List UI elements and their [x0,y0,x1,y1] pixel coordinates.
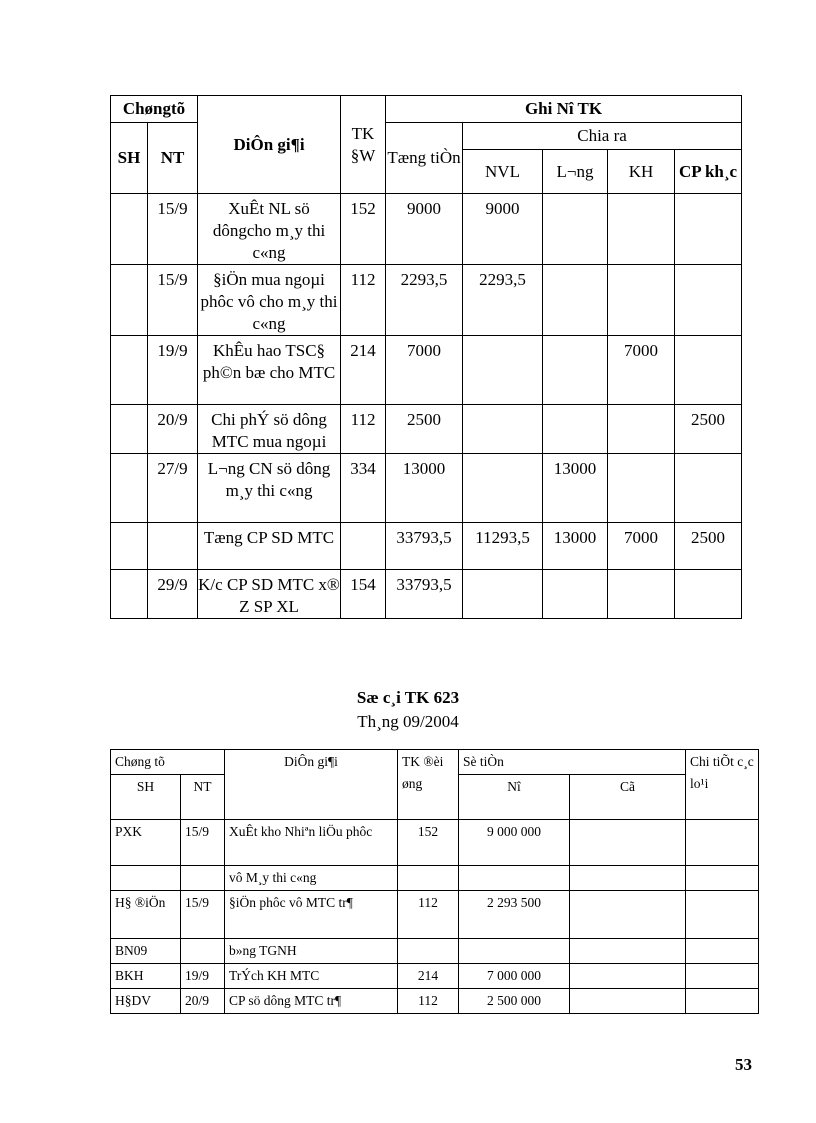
cell-desc: L¬ng CN sö dông m¸y thi c«ng [198,454,341,523]
cell-no: 2 293 500 [459,891,570,939]
cell-kh [608,570,675,619]
cell-tk: 112 [398,891,459,939]
cell-tk [398,939,459,964]
cell-tong: 2293,5 [386,265,463,336]
cost-allocation-table [110,95,742,619]
cell-nt [148,523,198,570]
cell-tk: 214 [341,336,386,405]
table-row [111,939,759,964]
table-row [111,570,742,619]
table-row [111,405,742,454]
cell-tk: 112 [341,265,386,336]
page-number: 53 [735,1055,752,1074]
cell-sh [111,866,181,891]
cell-luong [543,405,608,454]
header-cp-khac: CP kh¸c [675,150,742,194]
cell-desc: XuÊt NL sö dôngcho m¸y thi c«ng [198,194,341,265]
cell-co [570,891,686,939]
header-so-tien: Sè tiÒn [459,750,686,775]
table-row-total [111,523,742,570]
cell-cp [675,570,742,619]
cell-desc: Tæng CP SD MTC [198,523,341,570]
header-kh: KH [608,150,675,194]
cell-tk [341,523,386,570]
header-nt: NT [148,123,198,194]
cell-cp: 2500 [675,405,742,454]
cell-desc: b»ng TGNH [225,939,398,964]
cell-sh: H§ ®iÖn [111,891,181,939]
header-tk-du: TK §W [341,96,386,194]
header-tong-tien: Tæng tiÒn [386,123,463,194]
cell-desc: XuÊt kho Nhiªn liÖu phôc [225,820,398,866]
cell-tong: 2500 [386,405,463,454]
ledger-subtitle: Th¸ng 09/2004 [357,712,459,731]
cell-luong: 13000 [543,523,608,570]
cell-co [570,964,686,989]
cell-tk [398,866,459,891]
ledger-title: Sæ c¸i TK 623 [356,688,460,707]
cell-nt: 19/9 [148,336,198,405]
cell-nvl [463,570,543,619]
cell-tk: 152 [398,820,459,866]
cell-desc: vô M¸y thi c«ng [225,866,398,891]
header-nvl: NVL [463,150,543,194]
table-row [111,454,742,523]
header-sh: SH [111,123,148,194]
cell-luong [543,194,608,265]
cell-chi-tiet [686,939,759,964]
cell-tong: 33793,5 [386,523,463,570]
cell-kh [608,454,675,523]
cell-chi-tiet [686,891,759,939]
cell-kh [608,265,675,336]
cell-kh: 7000 [608,336,675,405]
cell-co [570,820,686,866]
cell-sh [111,265,148,336]
cell-tong: 9000 [386,194,463,265]
cell-nt: 20/9 [148,405,198,454]
cell-nt: 15/9 [148,265,198,336]
cell-nvl [463,454,543,523]
cell-sh [111,454,148,523]
cell-chi-tiet [686,820,759,866]
table-row [111,989,759,1014]
cell-cp [675,265,742,336]
cell-nt: 27/9 [148,454,198,523]
header-ghi-no: Ghi Nî TK [386,96,742,123]
cell-chi-tiet [686,964,759,989]
header-chi-tiet: Chi tiÕt c¸c lo¹i [686,750,759,820]
cell-sh [111,336,148,405]
cell-tk: 112 [341,405,386,454]
cell-sh [111,405,148,454]
cell-co [570,939,686,964]
cell-nt [181,866,225,891]
table-row [111,194,742,265]
cell-desc: TrÝch KH MTC [225,964,398,989]
cell-sh: PXK [111,820,181,866]
cell-tong: 7000 [386,336,463,405]
cell-kh: 7000 [608,523,675,570]
table-row [111,964,759,989]
cell-co [570,989,686,1014]
header-nt: NT [181,775,225,820]
cell-no: 2 500 000 [459,989,570,1014]
cell-chi-tiet [686,989,759,1014]
cell-nt: 20/9 [181,989,225,1014]
cell-cp: 2500 [675,523,742,570]
table-row [111,891,759,939]
cell-desc: §iÖn mua ngoµi phôc vô cho m¸y thi c«ng [198,265,341,336]
cell-kh [608,194,675,265]
table-row [111,866,759,891]
cell-tk: 334 [341,454,386,523]
cell-kh [608,405,675,454]
cell-sh [111,570,148,619]
cell-luong [543,265,608,336]
cell-nt: 15/9 [181,891,225,939]
cell-nvl [463,405,543,454]
header-chungtu: Chøng tõ [111,750,225,775]
cell-nvl [463,336,543,405]
cell-luong [543,336,608,405]
table-row [111,265,742,336]
cell-nvl: 2293,5 [463,265,543,336]
cell-sh: BKH [111,964,181,989]
cell-tk: 154 [341,570,386,619]
cell-no [459,939,570,964]
header-luong: L¬ng [543,150,608,194]
cell-tk: 112 [398,989,459,1014]
header-dien-giai: DiÔn gi¶i [198,96,341,194]
cell-no [459,866,570,891]
cell-desc: §iÖn phôc vô MTC tr¶ [225,891,398,939]
cell-co [570,866,686,891]
cell-desc: KhÊu hao TSC§ ph©n bæ cho MTC [198,336,341,405]
header-chungtu: Chøngtõ [111,96,198,123]
cell-tk: 214 [398,964,459,989]
table-row [111,336,742,405]
cell-nt [181,939,225,964]
cell-chi-tiet [686,866,759,891]
table-row [111,820,759,866]
cell-cp [675,454,742,523]
cell-desc: CP sö dông MTC tr¶ [225,989,398,1014]
cell-sh [111,523,148,570]
ledger-table [110,749,759,1014]
header-co: Cã [570,775,686,820]
cell-cp [675,194,742,265]
header-sh: SH [111,775,181,820]
cell-sh [111,194,148,265]
cell-tong: 33793,5 [386,570,463,619]
cell-cp [675,336,742,405]
cell-nt: 15/9 [181,820,225,866]
header-tk-doi-ung: TK ®èi øng [398,750,459,820]
cell-nt: 19/9 [181,964,225,989]
cell-tk: 152 [341,194,386,265]
cell-nvl: 9000 [463,194,543,265]
cell-sh: H§DV [111,989,181,1014]
cell-no: 7 000 000 [459,964,570,989]
cell-luong: 13000 [543,454,608,523]
cell-desc: Chi phÝ sö dông MTC mua ngoµi [198,405,341,454]
cell-nt: 15/9 [148,194,198,265]
header-chia-ra: Chia ra [463,123,742,150]
cell-no: 9 000 000 [459,820,570,866]
header-dien-giai: DiÔn gi¶i [225,750,398,820]
cell-tong: 13000 [386,454,463,523]
cell-luong [543,570,608,619]
header-no: Nî [459,775,570,820]
cell-nvl: 11293,5 [463,523,543,570]
cell-nt: 29/9 [148,570,198,619]
cell-sh: BN09 [111,939,181,964]
cell-desc: K/c CP SD MTC x® Z SP XL [198,570,341,619]
